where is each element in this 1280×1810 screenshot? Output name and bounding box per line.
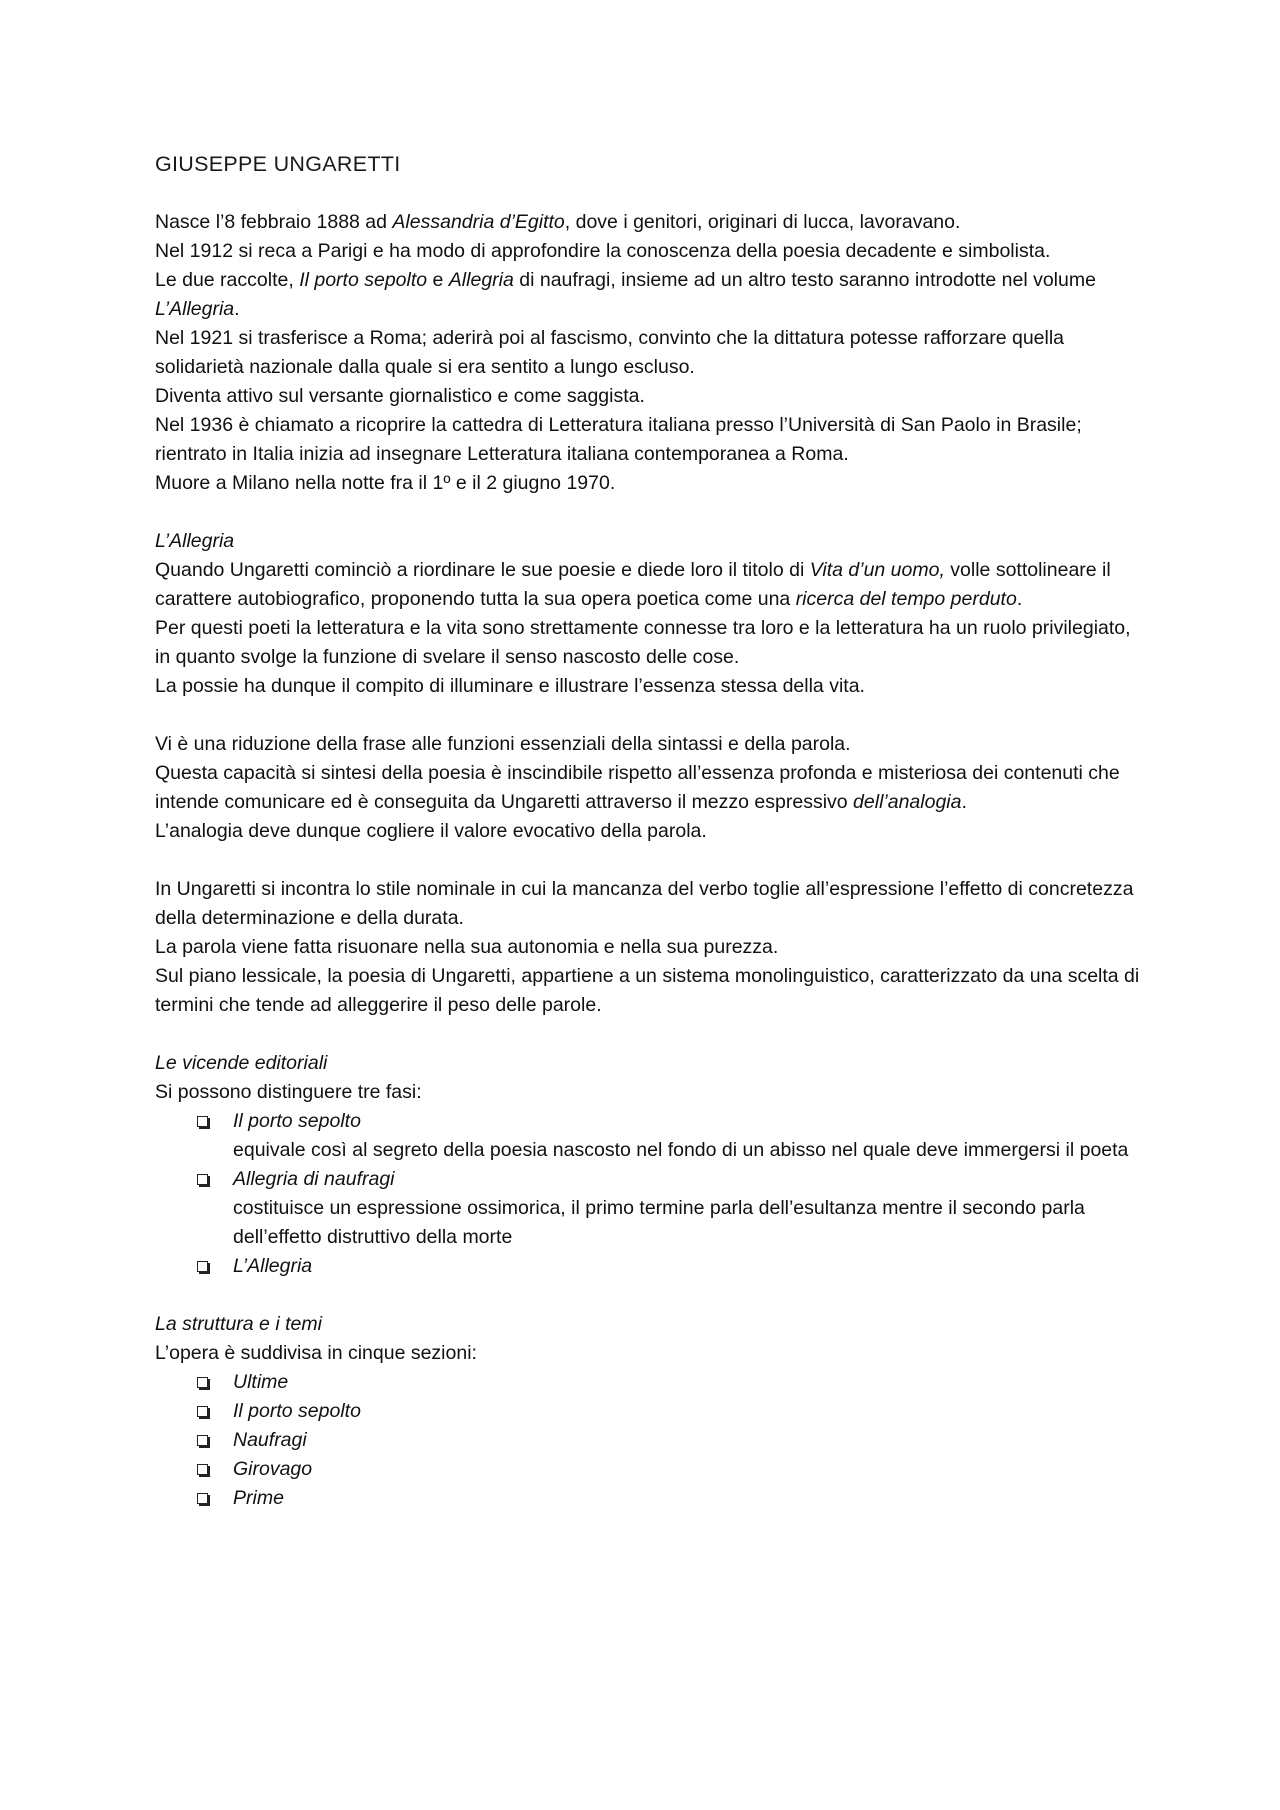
italic-run: Vita d’un uomo, — [809, 559, 945, 581]
list-item — [197, 1107, 1145, 1165]
spacer — [155, 846, 1145, 875]
section-heading-allegria: L’Allegria — [155, 530, 235, 552]
text-run: Quando Ungaretti cominciò a riordinare le sue poesie e diede loro il titolo di — [155, 559, 810, 581]
bio-paragraph-7: Muore a Milano nella notte fra il 1º e il 2 giugno 1970. — [155, 472, 616, 494]
checkbox-bullet-icon — [197, 1377, 208, 1388]
list-item-description: equivale così al segreto della poesia nascosto nel fondo di un abisso nel quale deve immergersi il poeta — [233, 1139, 1129, 1161]
stile-paragraph-2: La parola viene fatta risuonare nella sua autonomia e nella sua purezza. — [155, 936, 779, 958]
checkbox-bullet-icon — [197, 1174, 208, 1185]
text-run: . — [234, 298, 240, 320]
italic-run: Alessandria d’Egitto — [392, 211, 565, 233]
text-run: . — [1016, 588, 1023, 610]
list-item-title: Girovago — [233, 1458, 313, 1480]
italic-run: dell’analogia — [853, 791, 962, 813]
checkbox-bullet-icon — [197, 1464, 208, 1475]
analogia-paragraph-1: Vi è una riduzione della frase alle funzioni essenziali della sintassi e della parola. — [155, 733, 851, 755]
struttura-intro: L’opera è suddivisa in cinque sezioni: — [155, 1342, 477, 1364]
section-heading-struttura: La struttura e i temi — [155, 1313, 322, 1335]
list-item — [197, 1368, 1145, 1397]
text-run: Questa capacità si sintesi della poesia è inscindibile rispetto all’essenza profonda e misteriosa dei contenuti che intende comunicare ed è conseguita da Ungaretti attraverso il mezzo espressivo — [155, 762, 1120, 813]
italic-run: Il porto sepolto — [299, 269, 428, 291]
checkbox-bullet-icon — [197, 1261, 208, 1272]
list-item-title: Il porto sepolto — [233, 1110, 361, 1132]
text-run: . — [961, 791, 967, 813]
document-body — [155, 150, 1145, 1513]
list-item — [197, 1426, 1145, 1455]
page-title: GIUSEPPE UNGARETTI — [155, 152, 401, 176]
bio-paragraph-1 — [155, 208, 1145, 237]
stile-paragraph-3: Sul piano lessicale, la poesia di Ungaretti, appartiene a un sistema monolinguistico, caratterizzato da una scelta di termini che tende ad alleggerire il peso delle parole. — [155, 965, 1140, 1016]
list-item — [197, 1252, 1145, 1281]
spacer — [155, 1020, 1145, 1049]
text-run: e — [427, 269, 449, 291]
struttura-list — [155, 1368, 1145, 1513]
list-item-title: Il porto sepolto — [233, 1400, 361, 1422]
list-item-title: Allegria di naufragi — [233, 1168, 395, 1190]
list-item — [197, 1165, 1145, 1252]
checkbox-bullet-icon — [197, 1493, 208, 1504]
bio-paragraph-6: Nel 1936 è chiamato a ricoprire la cattedra di Letteratura italiana presso l’Università di San Paolo in Brasile; rientrato in Italia inizia ad insegnare Letteratura italiana contemporanea a Roma. — [155, 414, 1082, 465]
text-run: Le due raccolte, — [155, 269, 300, 291]
bio-paragraph-5: Diventa attivo sul versante giornalistico e come saggista. — [155, 385, 645, 407]
text-run: volle sottolineare il carattere autobiografico, proponendo tutta la sua opera poetica come una — [155, 559, 1111, 610]
spacer — [155, 701, 1145, 730]
list-item-title: L’Allegria — [233, 1255, 313, 1277]
spacer — [155, 498, 1145, 527]
stile-paragraph-1: In Ungaretti si incontra lo stile nominale in cui la mancanza del verbo toglie all’espressione l’effetto di concretezza della determinazione e della durata. — [155, 878, 1134, 929]
allegria-paragraph-2: Per questi poeti la letteratura e la vita sono strettamente connesse tra loro e la letteratura ha un ruolo privilegiato, in quanto svolge la funzione di svelare il senso nascosto delle cose. — [155, 617, 1131, 668]
italic-run: Allegria — [448, 269, 514, 291]
text-run: di naufragi, insieme ad un altro testo saranno introdotte nel volume — [513, 269, 1096, 291]
text-run: , dove i genitori, originari di lucca, lavoravano. — [564, 211, 961, 233]
bio-paragraph-2: Nel 1912 si reca a Parigi e ha modo di approfondire la conoscenza della poesia decadente e simbolista. — [155, 240, 1051, 262]
spacer — [155, 1281, 1145, 1310]
list-item-title: Ultime — [233, 1371, 289, 1393]
list-item — [197, 1397, 1145, 1426]
checkbox-bullet-icon — [197, 1406, 208, 1417]
bio-paragraph-3 — [155, 266, 1145, 324]
section-heading-vicende: Le vicende editoriali — [155, 1052, 328, 1074]
list-item-title: Naufragi — [233, 1429, 307, 1451]
list-item — [197, 1455, 1145, 1484]
allegria-paragraph-1 — [155, 556, 1145, 614]
analogia-paragraph-3: L’analogia deve dunque cogliere il valore evocativo della parola. — [155, 820, 707, 842]
list-item — [197, 1484, 1145, 1513]
vicende-list — [155, 1107, 1145, 1281]
text-run: Nasce l’8 febbraio 1888 ad — [155, 211, 393, 233]
allegria-paragraph-3: La possie ha dunque il compito di illuminare e illustrare l’essenza stessa della vita. — [155, 675, 865, 697]
list-item-description: costituisce un espressione ossimorica, il primo termine parla dell’esultanza mentre il secondo parla dell’effetto distruttivo della morte — [233, 1197, 1085, 1248]
vicende-intro: Si possono distinguere tre fasi: — [155, 1081, 422, 1103]
bio-paragraph-4: Nel 1921 si trasferisce a Roma; aderirà poi al fascismo, convinto che la dittatura potesse rafforzare quella solidarietà nazionale dalla quale si era sentito a lungo escluso. — [155, 327, 1065, 378]
checkbox-bullet-icon — [197, 1116, 208, 1127]
analogia-paragraph-2 — [155, 759, 1145, 817]
checkbox-bullet-icon — [197, 1435, 208, 1446]
italic-run: ricerca del tempo perduto — [795, 588, 1017, 610]
italic-run: L’Allegria — [155, 298, 235, 320]
list-item-title: Prime — [233, 1487, 284, 1509]
